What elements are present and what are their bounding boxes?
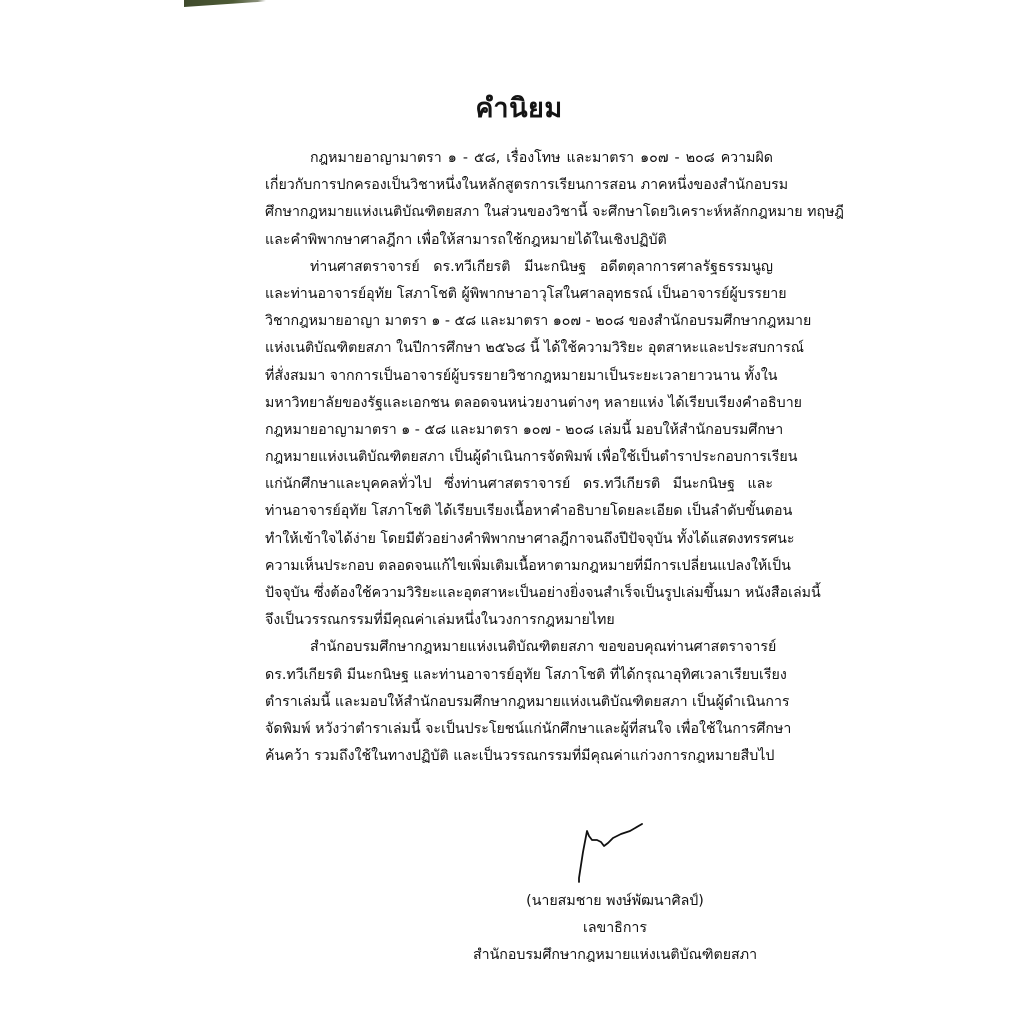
- page-title: คำนิยม: [475, 93, 563, 124]
- handwritten-signature: [575, 822, 645, 884]
- text-line: มหาวิทยาลัยของรัฐและเอกชน ตลอดจนหน่วยงานต่างๆ หลายแห่ง ได้เรียบเรียงคำอธิบาย: [265, 394, 802, 411]
- paragraph-acknowledgement: [265, 634, 792, 770]
- text-line: วิชากฎหมายอาญา มาตรา ๑ - ๕๘ และมาตรา ๑๐๗ - ๒๐๘ ของสำนักอบรมศึกษากฎหมาย: [265, 313, 812, 330]
- text-line: เกี่ยวกับการปกครองเป็นวิชาหนึ่งในหลักสูตรการเรียนการสอน ภาคหนึ่งของสำนักอบรม: [265, 177, 789, 194]
- text-line: แก่นักศึกษาและบุคคลทั่วไป ซึ่งท่านศาสตราจารย์ ดร.ทวีเกียรติ มีนะกนิษฐ และ: [265, 476, 773, 493]
- text-line: จึงเป็นวรรณกรรมที่มีคุณค่าเล่มหนึ่งในวงการกฎหมายไทย: [265, 612, 615, 629]
- text-line: ตำราเล่มนี้ และมอบให้สำนักอบรมศึกษากฎหมายแห่งเนติบัณฑิตยสภา เป็นผู้ดำเนินการ: [265, 693, 790, 710]
- signature-block: [470, 888, 760, 969]
- text-line: และคำพิพากษาศาลฎีกา เพื่อให้สามารถใช้กฎหมายได้ในเชิงปฏิบัติ: [265, 231, 667, 248]
- text-line: จัดพิมพ์ หวังว่าตำราเล่มนี้ จะเป็นประโยชน์แก่นักศึกษาและผู้ที่สนใจ เพื่อใช้ในการศึกษา: [265, 720, 792, 737]
- text-line: สำนักอบรมศึกษากฎหมายแห่งเนติบัณฑิตยสภา ขอขอบคุณท่านศาสตราจารย์: [310, 639, 777, 656]
- text-line: ความเห็นประกอบ ตลอดจนแก้ไขเพิ่มเติมเนื้อหาตามกฎหมายที่มีการเปลี่ยนแปลงให้เป็น: [265, 557, 791, 574]
- text-line: และท่านอาจารย์อุทัย โสภาโชติ ผู้พิพากษาอาวุโสในศาลอุทธรณ์ เป็นอาจารย์ผู้บรรยาย: [265, 285, 787, 302]
- scan-edge-artifact: [184, 0, 266, 7]
- paragraph-introduction: [265, 145, 844, 254]
- text-line: ท่านอาจารย์อุทัย โสภาโชติ ได้เรียบเรียงเนื้อหาคำอธิบายโดยละเอียด เป็นลำดับขั้นตอน: [265, 503, 793, 520]
- text-line: ท่านศาสตราจารย์ ดร.ทวีเกียรติ มีนะกนิษฐ อดีตตุลาการศาลรัฐธรรมนูญ: [310, 258, 773, 275]
- text-line: ค้นคว้า รวมถึงใช้ในทางปฏิบัติ และเป็นวรรณกรรมที่มีคุณค่าแก่วงการกฎหมายสืบไป: [265, 748, 775, 765]
- signatory-name: (นายสมชาย พงษ์พัฒนาศิลป์): [526, 893, 704, 909]
- paragraph-authors: [265, 254, 821, 635]
- text-line: ที่สั่งสมมา จากการเป็นอาจารย์ผู้บรรยายวิชากฎหมายมาเป็นระยะเวลายาวนาน ทั้งใน: [265, 367, 778, 384]
- text-line: ดร.ทวีเกียรติ มีนะกนิษฐ และท่านอาจารย์อุทัย โสภาโชติ ที่ได้กรุณาอุทิศเวลาเรียบเรียง: [265, 666, 787, 683]
- text-line: ทำให้เข้าใจได้ง่าย โดยมีตัวอย่างคำพิพากษาศาลฎีกาจนถึงปีปัจจุบัน ทั้งได้แสดงทรรศนะ: [265, 530, 795, 547]
- text-line: กฎหมายอาญามาตรา ๑ - ๕๘ และมาตรา ๑๐๗ - ๒๐๘ เล่มนี้ มอบให้สำนักอบรมศึกษา: [265, 421, 784, 438]
- text-line: กฎหมายแห่งเนติบัณฑิตยสภา เป็นผู้ดำเนินการจัดพิมพ์ เพื่อใช้เป็นตำราประกอบการเรียน: [265, 449, 798, 466]
- text-line: ปัจจุบัน ซึ่งต้องใช้ความวิริยะและอุตสาหะเป็นอย่างยิ่งจนสำเร็จเป็นรูปเล่มขึ้นมา หนังสือเล่มนี้: [265, 585, 821, 601]
- signatory-position: เลขาธิการ: [582, 920, 648, 936]
- signatory-organization: สำนักอบรมศึกษากฎหมายแห่งเนติบัณฑิตยสภา: [472, 947, 758, 963]
- text-line: ศึกษากฎหมายแห่งเนติบัณฑิตยสภา ในส่วนของวิชานี้ จะศึกษาโดยวิเคราะห์หลักกฎหมาย ทฤษฎี: [265, 204, 844, 221]
- text-line: แห่งเนติบัณฑิตยสภา ในปีการศึกษา ๒๕๖๘ นี้ ได้ใช้ความวิริยะ อุตสาหะและประสบการณ์: [265, 340, 804, 357]
- text-line: กฎหมายอาญามาตรา ๑ - ๕๘, เรื่องโทษ และมาตรา ๑๐๗ - ๒๐๘ ความผิด: [310, 150, 773, 166]
- document-body: [265, 145, 844, 770]
